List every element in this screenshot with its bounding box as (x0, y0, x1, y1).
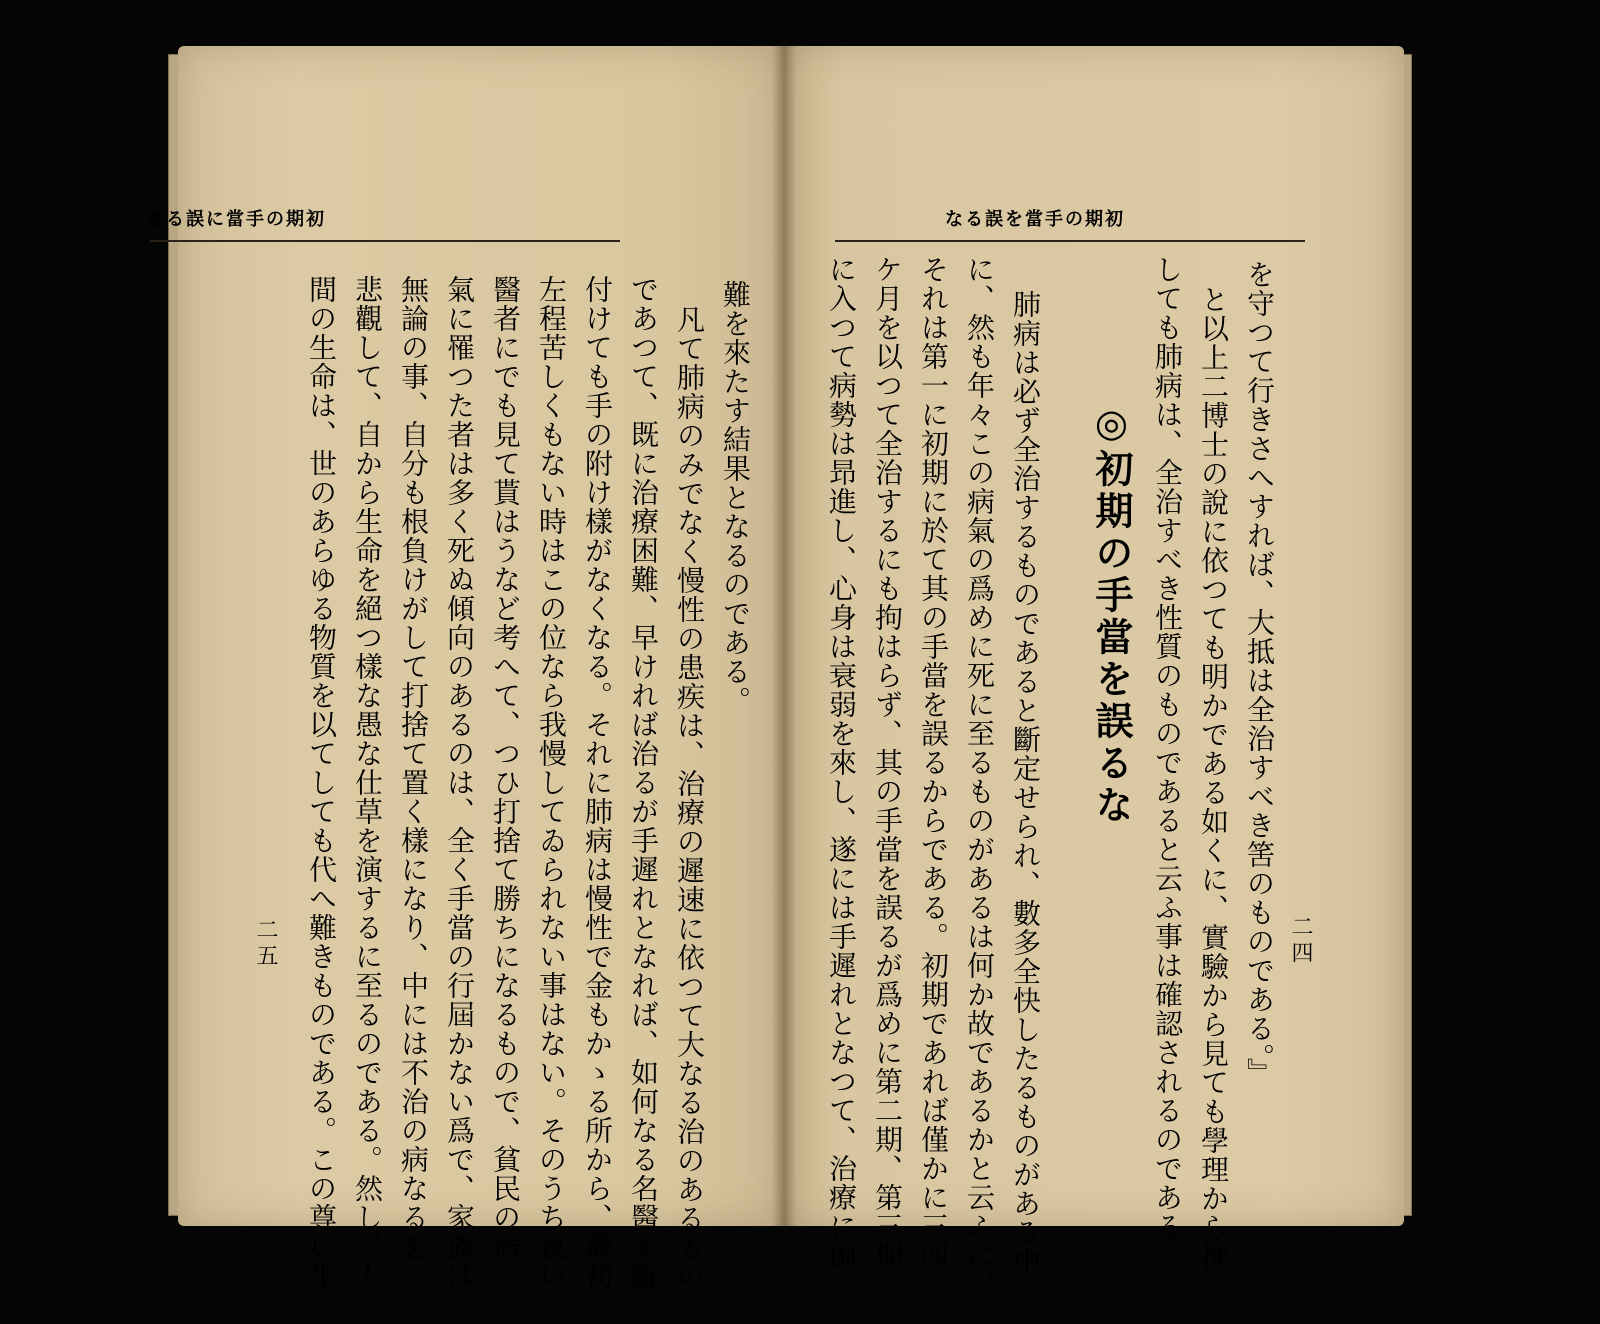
left-text-column: 付けても手の附け樣がなくなる。それに肺病は慢性で金もかゝる所から、最初 (581, 275, 614, 1290)
left-text-column: 難を來たす結果となるのである。 (719, 280, 752, 715)
left-text-column: 間の生命は、世のあらゆる物質を以てしても代へ難きものである。この尊い生 (305, 275, 338, 1290)
right-text-column: それは第一に初期に於て其の手當を誤るからである。初期であれば僅かに三四 (917, 255, 950, 1270)
left-text-column: 氣に罹つた者は多く死ぬ傾向のあるのは、全く手當の行屆かない爲で、家族は (443, 275, 476, 1290)
left-header-rule (150, 240, 620, 242)
right-text-column: しても肺病は、全治すべき性質のものであると云ふ事は確認されるのである。 (1151, 255, 1184, 1270)
right-text-column: に入つて病勢は昻進し、心身は衰弱を來し、遂には手遲れとなつて、治療に困 (825, 255, 858, 1270)
left-page-running-header: なる誤に當手の期初 (146, 209, 326, 230)
book-gutter (772, 46, 796, 1226)
right-text-column: に、然も年々この病氣の爲めに死に至るものがあるは何か故であるかと云ふに、 (963, 255, 996, 1299)
left-page-number: 二五 (253, 918, 278, 970)
right-page-running-header: なる誤を當手の期初 (945, 209, 1125, 230)
left-text-column: 左程苦しくもない時はこの位なら我慢してゐられない事はない。そのうち良い (535, 275, 568, 1290)
left-text-column: 醫者にでも見て貰はうなど考へて、つひ打捨て勝ちになるもので、貧民の病 (489, 275, 522, 1261)
left-text-column: 凡て肺病のみでなく慢性の患疾は、治療の遲速に依つて大なる治のあるもの (673, 305, 706, 1291)
right-header-rule (835, 240, 1305, 242)
right-text-column: 肺病は必ず全治するものであると斷定せられ、數多全快したるものがある中 (1009, 290, 1042, 1276)
left-text-column: 悲觀して、自から生命を絕つ樣な愚な仕草を演するに至るのである。然し、人 (351, 275, 384, 1290)
right-page-number: 二四 (1288, 915, 1313, 967)
section-heading: ◎初期の手當を誤るな (1089, 400, 1134, 827)
right-text-column: ケ月を以つて全治するにも拘はらず、其の手當を誤るが爲めに第二期、第三期 (871, 255, 904, 1270)
left-text-column: 無論の事、自分も根負けがして打捨て置く樣になり、中には不治の病なるを (397, 275, 430, 1261)
left-text-column: であつて、既に治療困難、早ければ治るが手遲れとなれば、如何なる名醫が駈 (627, 275, 660, 1290)
right-text-column: を守つて行きさへすれば、大抵は全治すべき筈のものである。』 (1243, 260, 1276, 1087)
right-text-column: と以上二博士の說に依つても明かである如くに、實驗から見ても學理から推 (1197, 285, 1230, 1271)
